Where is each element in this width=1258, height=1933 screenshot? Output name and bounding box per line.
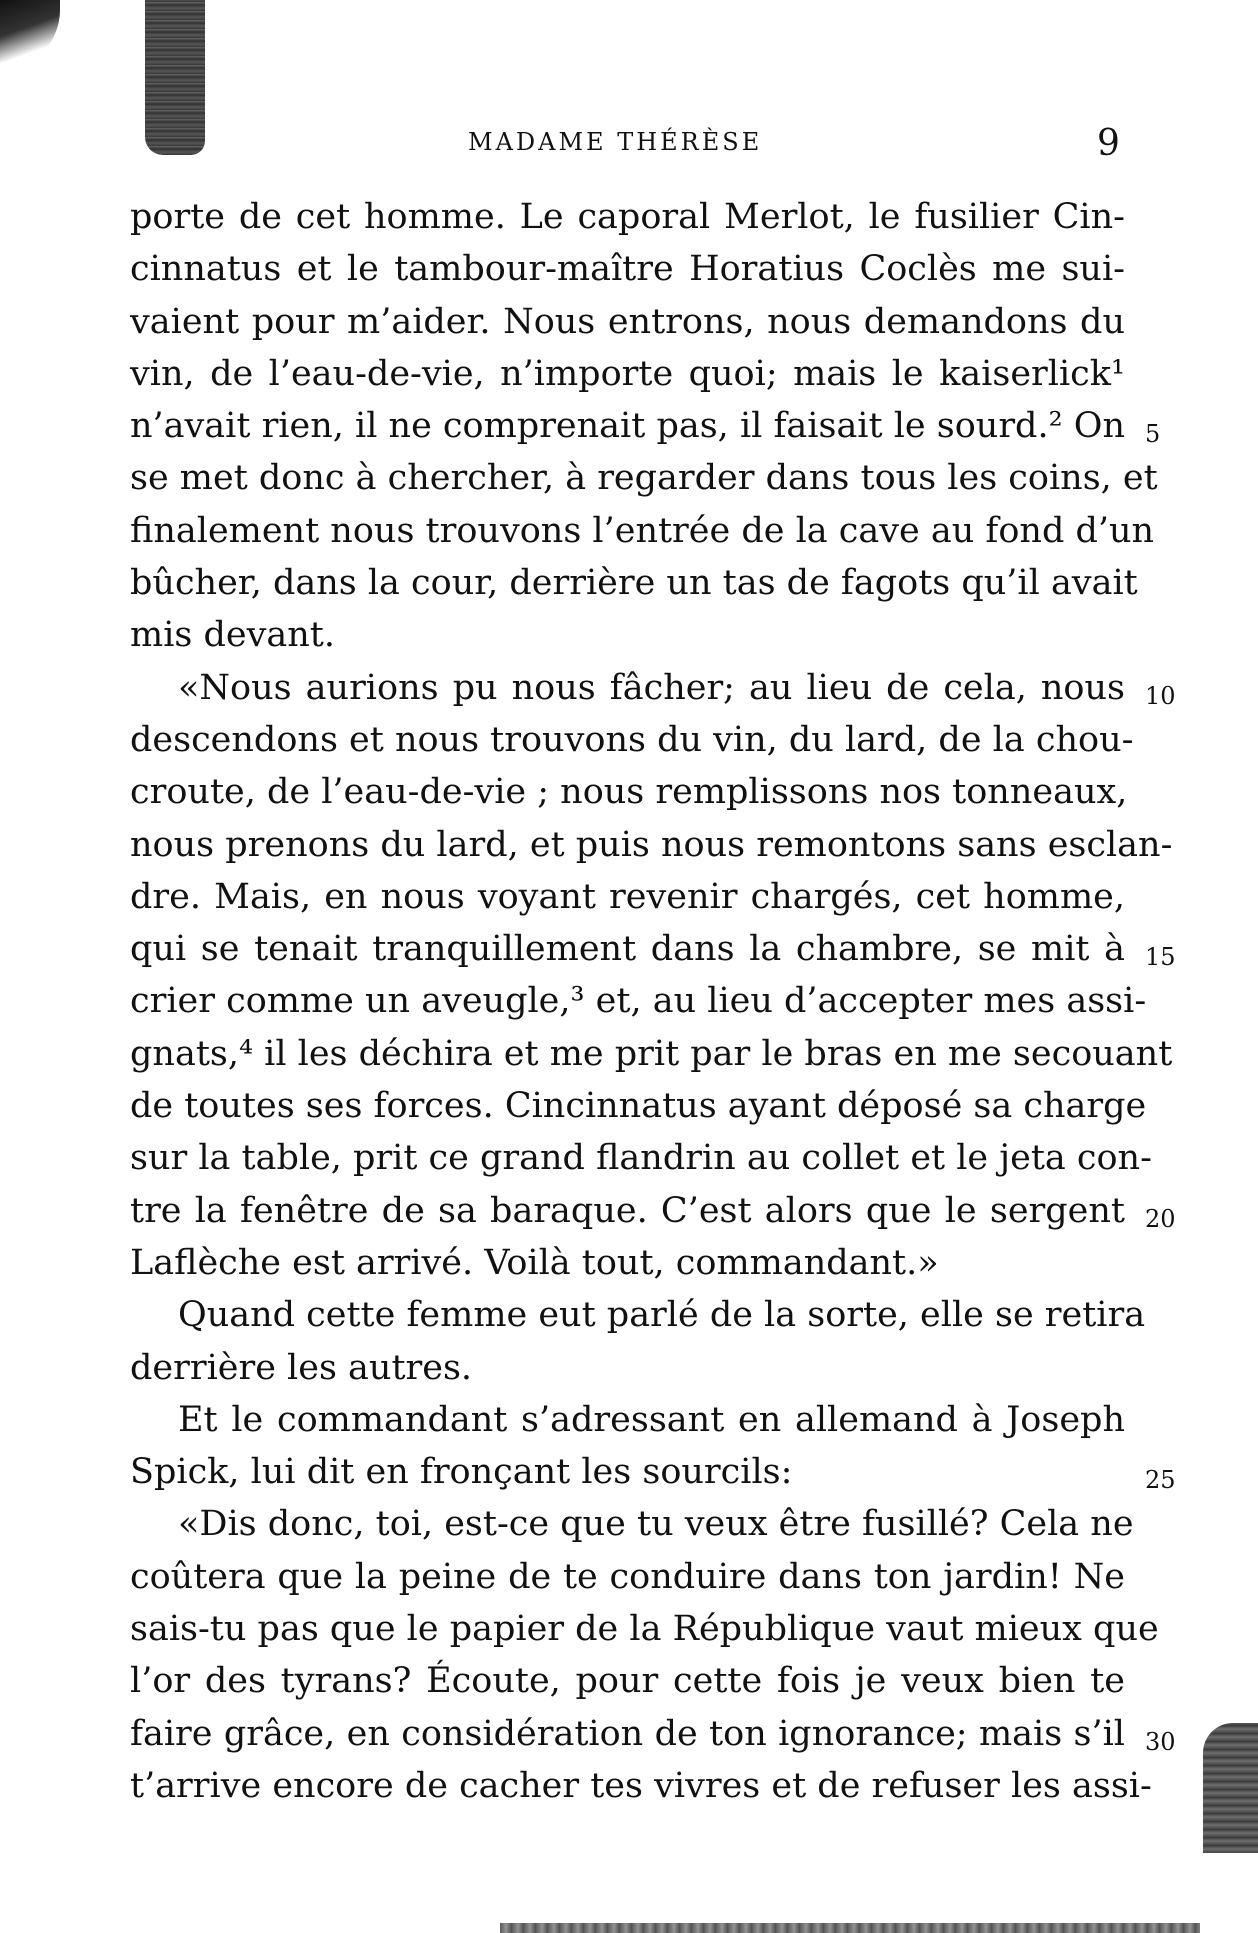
text-line-content: vaient pour m’aider. Nous entrons, nous demandons du (130, 301, 1125, 342)
text-line (130, 191, 1130, 243)
text-line (130, 1028, 1173, 1080)
text-line (130, 1708, 1176, 1760)
text-line (130, 975, 1147, 1027)
text-line-content: derrière les autres. (130, 1347, 473, 1388)
text-line-content: coûtera que la peine de te conduire dans ton jardin! Ne (130, 1556, 1125, 1597)
text-line-content: t’arrive encore de cacher tes vivres et de refuser les assi- (130, 1765, 1152, 1806)
line-number: 20 (1145, 1204, 1176, 1233)
text-line (130, 1185, 1176, 1237)
text-line (130, 662, 1176, 714)
text-line-content: sais-tu pas que le papier de la République vaut mieux que (130, 1609, 1159, 1650)
text-line (130, 505, 1155, 557)
text-line (130, 557, 1138, 609)
line-number: 25 (1145, 1466, 1176, 1495)
scan-artifact-right-edge (1203, 1723, 1258, 1853)
text-line-content: faire grâce, en considération de ton ignorance; mais s’il (130, 1713, 1125, 1754)
text-line-content: sur la table, prit ce grand flandrin au collet et le jeta con- (130, 1138, 1152, 1179)
text-line-content: n’avait rien, il ne comprenait pas, il faisait le sourd.² On (130, 406, 1125, 447)
text-line-content: se met donc à chercher, à regarder dans tous les coins, et (130, 458, 1158, 499)
text-line-content: descendons et nous trouvons du vin, du lard, de la chou- (130, 719, 1134, 760)
text-line-content: «Nous aurions pu nous fâcher; au lieu de cela, nous (178, 667, 1125, 708)
text-line-content: Spick, lui dit en fronçant les sourcils: (130, 1452, 793, 1493)
text-line-content: vin, de l’eau-de-vie, n’importe quoi; mais le kaiserlick¹ (130, 353, 1125, 394)
text-line (130, 923, 1176, 975)
text-line (130, 1289, 1146, 1341)
text-line-content: mis devant. (130, 615, 335, 656)
line-number: 10 (1145, 681, 1176, 710)
text-line-content: Laflèche est arrivé. Voilà tout, commandant.» (130, 1242, 939, 1283)
text-line-content: l’or des tyrans? Écoute, pour cette fois je veux bien te (130, 1661, 1125, 1702)
body-text (130, 191, 1176, 1812)
text-line-content: Et le commandant s’adressant en allemand à Joseph (178, 1399, 1125, 1440)
text-line (130, 1237, 1130, 1289)
text-line-content: nous prenons du lard, et puis nous remontons sans esclan- (130, 824, 1173, 865)
text-line (130, 400, 1161, 452)
text-line (130, 296, 1130, 348)
text-line (130, 1342, 1130, 1394)
text-line-content: porte de cet homme. Le caporal Merlot, le fusilier Cin- (130, 197, 1125, 237)
text-line (130, 766, 1130, 818)
text-line (130, 1132, 1152, 1184)
text-line-content: Quand cette femme eut parlé de la sorte, elle se retira (178, 1295, 1146, 1336)
text-line-content: cinnatus et le tambour-maître Horatius Coclès me sui- (130, 249, 1125, 290)
text-line (130, 871, 1130, 923)
running-title: MADAME THÉRÈSE (468, 128, 763, 156)
text-line (130, 819, 1173, 871)
scan-artifact-top-left (0, 0, 60, 70)
text-line (130, 1446, 1176, 1498)
text-line (130, 1655, 1130, 1707)
text-line (130, 243, 1130, 295)
running-head (130, 123, 1130, 168)
text-line (130, 1498, 1134, 1550)
text-line-content: croute, de l’eau-de-vie ; nous remplissons nos tonneaux, (130, 772, 1128, 813)
text-line (130, 1551, 1130, 1603)
text-line (130, 1760, 1152, 1812)
text-line (130, 1080, 1147, 1132)
text-line-content: crier comme un aveugle,³ et, au lieu d’accepter mes assi- (130, 981, 1147, 1022)
text-line-content: bûcher, dans la cour, derrière un tas de fagots qu’il avait (130, 563, 1138, 604)
text-line-content: finalement nous trouvons l’entrée de la cave au fond d’un (130, 510, 1155, 551)
text-line (130, 714, 1134, 766)
scan-artifact-bottom-edge (500, 1923, 1200, 1933)
text-line (130, 609, 1130, 661)
line-number: 5 (1145, 420, 1161, 449)
text-line (130, 1394, 1130, 1446)
page-number: 9 (1097, 123, 1120, 164)
text-line-content: de toutes ses forces. Cincinnatus ayant déposé sa charge (130, 1086, 1147, 1127)
text-line (130, 1603, 1159, 1655)
text-line (130, 452, 1158, 504)
text-line-content: dre. Mais, en nous voyant revenir chargés, cet homme, (130, 876, 1125, 917)
line-number: 30 (1145, 1727, 1176, 1756)
text-line-content: gnats,⁴ il les déchira et me prit par le bras en me secouant (130, 1033, 1173, 1074)
text-line-content: «Dis donc, toi, est-ce que tu veux être fusillé? Cela ne (178, 1504, 1134, 1545)
line-number: 15 (1145, 943, 1176, 972)
text-line (130, 348, 1130, 400)
text-line-content: tre la fenêtre de sa baraque. C’est alors que le sergent (130, 1190, 1125, 1231)
text-line-content: qui se tenait tranquillement dans la chambre, se mit à (130, 929, 1125, 970)
